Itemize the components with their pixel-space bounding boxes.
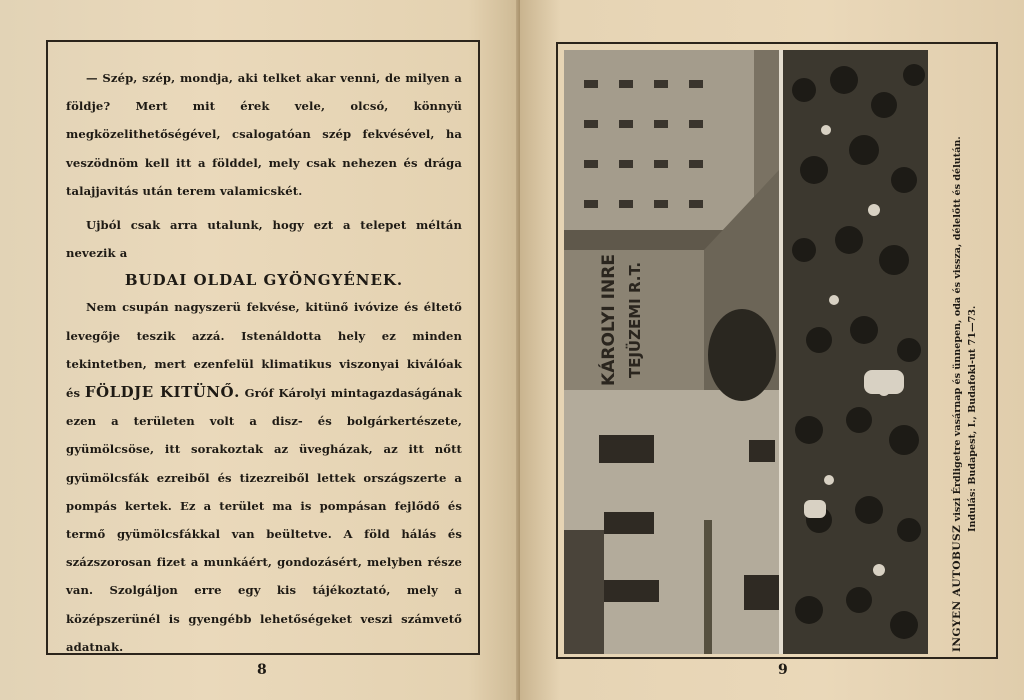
text-frame [46, 40, 480, 655]
sign-text-line1: KÁROLYI INRE [599, 254, 619, 386]
page-number-right: 9 [778, 662, 788, 678]
rotated-caption [950, 52, 980, 652]
right-page [520, 0, 1024, 700]
emphasis-text: FÖLDJE KITÜNŐ. [84, 383, 240, 402]
photo-illustration [564, 50, 928, 654]
paragraph-3-end: Gróf Károlyi mintagazdaságának ezen a területen volt a disz- és bolgárkertészete, gyümölcsöse, itt sorakoztak az üvegházak, az itt nőtt gyümölcsfák ezreiből és tizezreiből lettek országszerte a pompás kertek. Ez a terület ma is pompásan fejlődő és termő gyümölcsfákkal van beültetve. A föld hálás és százszorosan fizet a munkáért, gondozásért, melyben része van. Szolgáljon erre egy kis tájékoztató, mely a középszerünél is gyengébb lehetőségeket veszi számvető adatnak. [66, 386, 463, 654]
paragraph-1: — Szép, szép, mondja, aki telket akar venni, de milyen a földje? Mert mit érek vele, olcsó, könnyü megközelithetőségével, csalogatóan szép fekvésével, ha veszödnöm kell itt a földdel, mely csak nehezen és drága talajjavitás után terem valamicskét. [66, 71, 462, 198]
page-number-left: 8 [257, 662, 267, 678]
caption-line-2: Indulás: Budapest, I., Budafoki-ut 71—73. [967, 305, 978, 532]
sign-text-line2: TEJÜZEMI R.T. [626, 261, 644, 379]
caption-line-1-rest: viszi Érdligetre vasárnap és ünnepen, oda és vissza, délelőtt és délután. [952, 136, 963, 522]
paragraph-3-start: Nem csupán nagyszerü fekvése, kitünő ivóvize és éltető levegője teszik azzá. Istenáldotta hely ez minden tekintetben, mert ezenfelül klimatikus viszonyai kiválóak és [66, 300, 462, 401]
photo-frame [556, 42, 998, 659]
paragraph-2: Ujból csak arra utalunk, hogy ezt a telepet méltán nevezik a [66, 218, 462, 261]
paragraph-3 [66, 293, 462, 661]
caption-highlight: INGYEN AUTOBUSZ [951, 524, 963, 652]
dairy-building-photo [564, 50, 928, 654]
caption-strip [936, 50, 994, 654]
article-text [66, 64, 462, 661]
headline: BUDAI OLDAL GYÖNGYÉNEK. [124, 271, 404, 290]
caption-line-1 [950, 52, 965, 652]
